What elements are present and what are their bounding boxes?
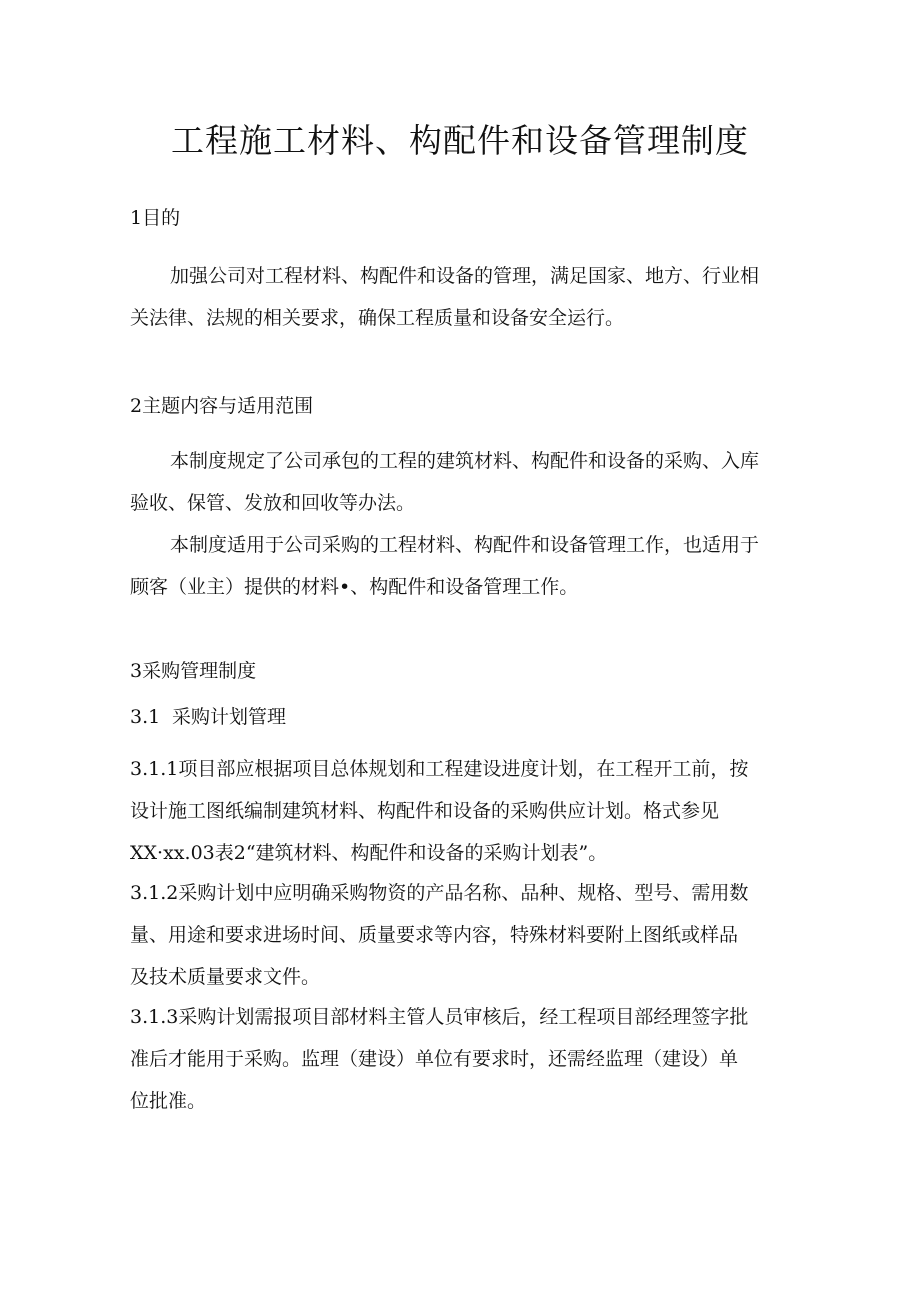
paragraph-line: 验收、保管、发放和回收等办法。 [130, 492, 416, 514]
paragraph-line: 准后才能用于采购。监理（建设）单位有要求时，还需经监理（建设）单 [130, 1048, 739, 1070]
paragraph-line: 设计施工图纸编制建筑材料、构配件和设备的采购供应计划。格式参见 [130, 800, 720, 822]
paragraph-line: 3.1.1项目部应根据项目总体规划和工程建设进度计划，在工程开工前，按 [130, 758, 749, 780]
subsection-label: 采购计划管理 [172, 706, 287, 728]
section-1-heading: 1目的 [130, 207, 181, 229]
subsection-3-1-heading [130, 704, 286, 730]
document-title: 工程施工材料、构配件和设备管理制度 [171, 121, 749, 160]
paragraph-line: 量、用途和要求进场时间、质量要求等内容，特殊材料要附上图纸或样品 [130, 924, 739, 946]
paragraph-line: 3.1.3采购计划需报项目部材料主管人员审核后，经工程项目部经理签字批 [130, 1006, 749, 1028]
paragraph-line: 顾客（业主）提供的材料•、构配件和设备管理工作。 [130, 576, 579, 598]
subsection-number: 3.1 [130, 706, 161, 728]
paragraph-line: 加强公司对工程材料、构配件和设备的管理，满足国家、地方、行业相 [170, 265, 760, 287]
clause-3-1-2 [130, 872, 790, 998]
paragraph-line: 3.1.2采购计划中应明确采购物资的产品名称、品种、规格、型号、需用数 [130, 882, 749, 904]
paragraph-line: 本制度规定了公司承包的工程的建筑材料、构配件和设备的采购、入库 [170, 450, 760, 472]
paragraph-line: 及技术质量要求文件。 [130, 966, 321, 988]
paragraph-line: XX·xx.03表2“建筑材料、构配件和设备的采购计划表”。 [130, 842, 608, 864]
section-1-paragraph [130, 255, 790, 339]
clause-3-1-1 [130, 748, 790, 874]
paragraph-line: 本制度适用于公司采购的工程材料、构配件和设备管理工作，也适用于 [170, 534, 760, 556]
section-3-heading: 3采购管理制度 [130, 660, 257, 682]
paragraph-line: 关法律、法规的相关要求，确保工程质量和设备安全运行。 [130, 307, 625, 329]
section-2-heading: 2主题内容与适用范围 [130, 395, 314, 417]
clause-3-1-3 [130, 996, 790, 1122]
section-2-paragraph-1 [130, 440, 790, 524]
paragraph-line: 位批准。 [130, 1090, 207, 1112]
section-2-paragraph-2 [130, 524, 790, 608]
